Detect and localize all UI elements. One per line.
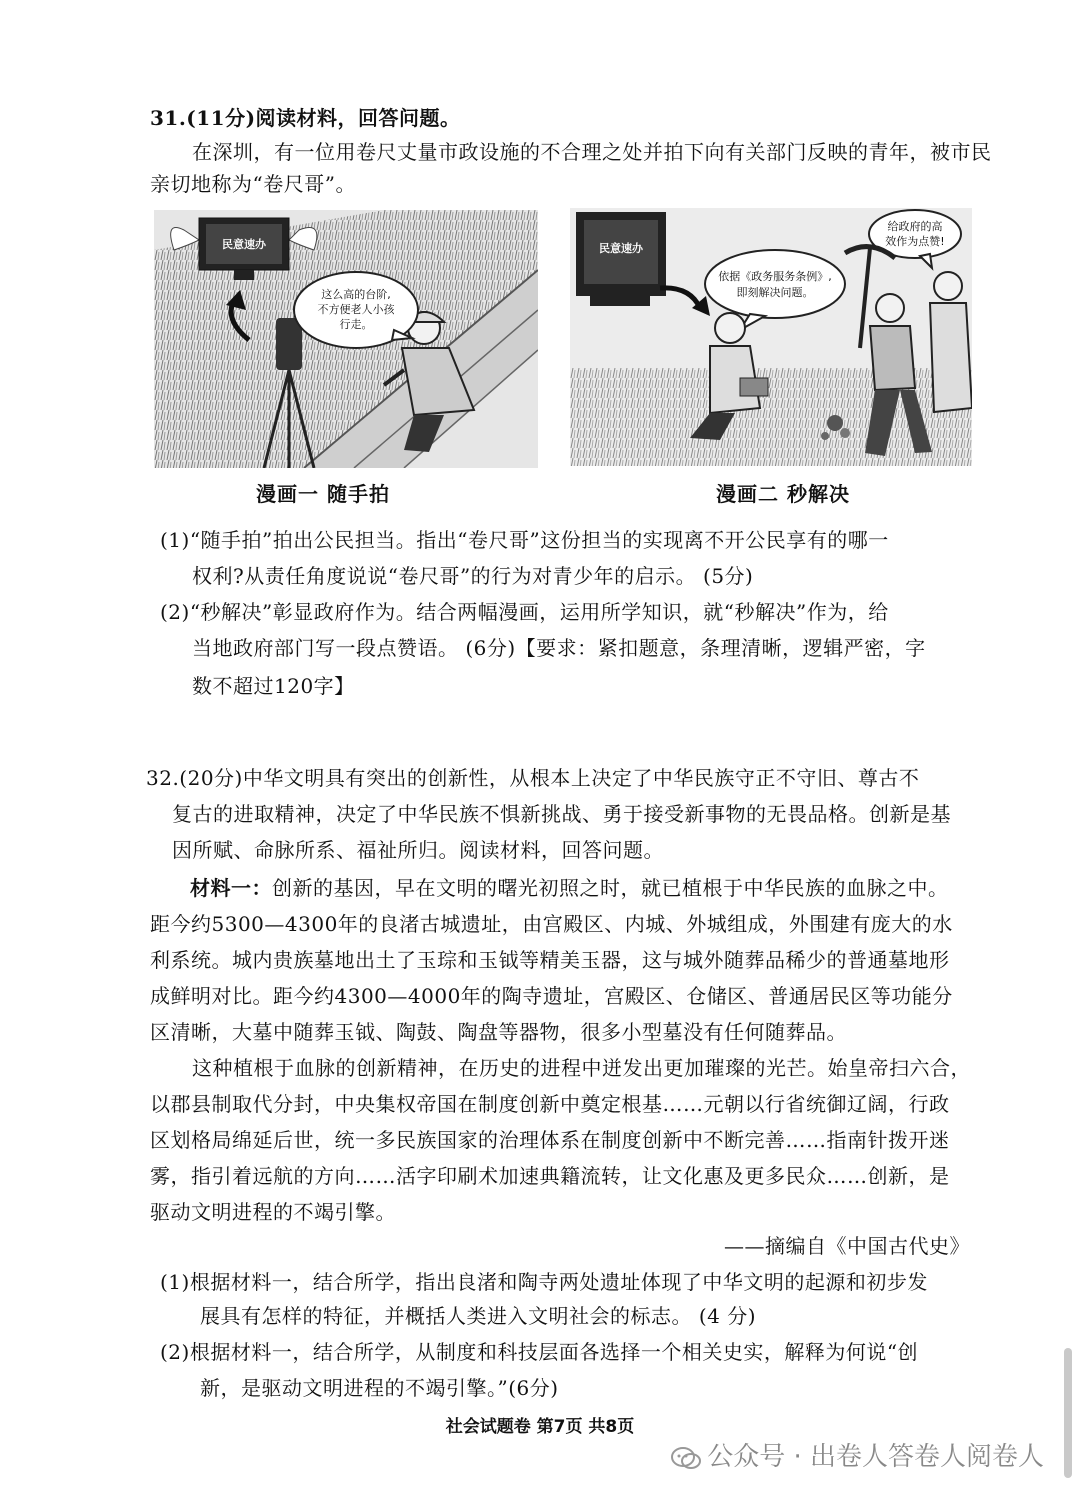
q32-sub2-line2: 新，是驱动文明进程的不竭引擎。”(6分) [200,1376,559,1400]
comic2-official-line2: 即刻解决问题。 [736,286,814,299]
q32-m1-line2: 距今约5300—4300年的良渚古城遗址，由宫殿区、内城、外城组成，外围建有庞大的水 [150,912,953,936]
comic2-official-line1: 依据《政务服务条例》, [718,270,832,283]
comic-two-image [570,208,972,466]
comic-one-image [154,210,538,468]
q32-m1-line5: 区清晰，大墓中随葬玉钺、陶鼓、陶盘等器物，很多小型墓没有任何随葬品。 [150,1020,847,1044]
comic1-bubble-line3: 行走。 [339,318,373,331]
q32-heading-line2: 复古的进取精神，决定了中华民族不惧新挑战、勇于接受新事物的无畏品格。创新是基 [172,802,951,826]
comic1-bubble-line1: 这么高的台阶, [321,288,391,301]
comic2-sign-text: 民意速办 [599,242,643,255]
comic2-citizen-line1: 给政府的高 [887,220,943,233]
watermark-text: 公众号 · 出卷人答卷人阅卷人 [707,1442,1044,1472]
q31-heading: 31.(11分)阅读材料，回答问题。 [150,106,461,130]
q32-source: ——摘编自《中国古代史》 [724,1234,970,1258]
q31-sub1-line2: 权利?从责任角度说说“卷尺哥”的行为对青少年的启示。 (5分) [192,564,754,588]
wechat-official-account-icon [671,1447,701,1469]
q31-intro-line2: 亲切地称为“卷尺哥”。 [150,172,356,196]
watermark [671,1436,1044,1473]
q31-sub2-line2: 当地政府部门写一段点赞语。 (6分)【要求：紧扣题意，条理清晰，逻辑严密，字 [192,636,926,660]
q32-heading-line1: 32.(20分)中华文明具有突出的创新性，从根本上决定了中华民族守正不守旧、尊古不 [146,766,920,790]
q32-m2-line5: 驱动文明进程的不竭引擎。 [150,1200,396,1224]
q32-sub1-line2: 展具有怎样的特征，并概括人类进入文明社会的标志。 (4 分) [200,1304,757,1328]
q32-sub2-line1: (2)根据材料一，结合所学，从制度和科技层面各选择一个相关史实，解释为何说“创 [160,1340,919,1364]
material-one-text: 创新的基因，早在文明的曙光初照之时，就已植根于中华民族的血脉之中。 [272,876,949,900]
material-one-label: 材料一： [190,876,272,900]
comic1-sign-text: 民意速办 [222,238,266,251]
scrollbar[interactable] [1064,1348,1072,1478]
q32-m1-line4: 成鲜明对比。距今约4300—4000年的陶寺遗址，宫殿区、仓储区、普通居民区等功能分 [150,984,953,1008]
q31-sub2-line3: 数不超过120字】 [192,674,355,698]
page-footer: 社会试题卷 第7页 共8页 [445,1417,635,1437]
q32-sub1-line1: (1)根据材料一，结合所学，指出良渚和陶寺两处遗址体现了中华文明的起源和初步发 [160,1270,928,1294]
q32-m2-line4: 雾，指引着远航的方向……活字印刷术加速典籍流转，让文化惠及更多民众……创新，是 [150,1164,950,1188]
q32-m2-line1: 这种植根于血脉的创新精神，在历史的进程中迸发出更加璀璨的光芒。始皇帝扫六合， [192,1056,971,1080]
q32-material1-line1 [190,874,949,902]
q32-m2-line3: 区划格局绵延后世，统一多民族国家的治理体系在制度创新中不断完善……指南针拨开迷 [150,1128,950,1152]
comic-one-caption: 漫画一 随手拍 [256,482,390,506]
comic2-citizen-line2: 效作为点赞! [885,235,945,248]
q32-m1-line3: 利系统。城内贵族墓地出土了玉琮和玉钺等精美玉器，这与城外随葬品稀少的普通墓地形 [150,948,950,972]
comic1-speech-bubble [294,272,418,348]
q31-sub2-line1: (2)“秒解决”彰显政府作为。结合两幅漫画，运用所学知识，就“秒解决”作为，给 [160,600,889,624]
monitor-sign-icon [576,212,666,306]
comic1-bubble-line2: 不方便老人小孩 [317,303,395,316]
q32-m2-line2: 以郡县制取代分封，中央集权帝国在制度创新中奠定根基……元朝以行省统御辽阔，行政 [150,1092,950,1116]
comic-two-caption: 漫画二 秒解决 [716,482,850,506]
q32-heading-line3: 因所赋、命脉所系、福祉所归。阅读材料，回答问题。 [172,838,664,862]
q31-intro-line1: 在深圳，有一位用卷尺丈量市政设施的不合理之处并拍下向有关部门反映的青年，被市民 [192,140,992,164]
q31-sub1-line1: (1)“随手拍”拍出公民担当。指出“卷尺哥”这份担当的实现离不开公民享有的哪一 [160,528,889,552]
